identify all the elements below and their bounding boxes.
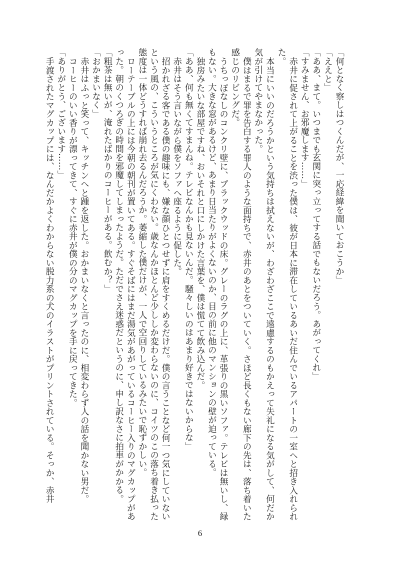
paragraph: コーヒーのいい香りが漂ってきて、すぐに赤井が僕の分のマグカップを手に戻ってきた。 [67, 56, 78, 407]
body-text [44, 48, 344, 522]
paragraph: 「ああ、まて。いつまでも玄関に突っ立ってする話でもないだろう。あがってくれ」 [310, 48, 321, 381]
paragraph: 「ありがとう、ございます……」 [55, 48, 66, 180]
paragraph: 「すみません、お邪魔します……」 [299, 48, 310, 188]
paragraph: 「ああ、何も無くてすまんね。テレビなんかも見ないんだ。騒々しいのはあまり好きではないからな」 [183, 48, 194, 451]
paragraph: 手渡されたマグカップには、なんだかよくわからない脱力系の犬のイラストがプリントされている。そっか、赤井 [44, 56, 55, 503]
paragraph: 「粗茶は無いが、淹れたばかりのコーヒーがある。飲むか？」 [102, 48, 113, 293]
paragraph: 赤井はそう言いながら僕をソファへ座るように促した。 [171, 56, 182, 276]
paragraph: 本当にいいのだろうかという気持ちは拭えないが、わざわざここで遠慮するのもかえって失礼になる気がして、何だか気が引けてやまなかった。 [252, 48, 275, 521]
paragraph: 招かれざる客である僕の趣味にも、嫌な顔ひとつせずに肩をすくめるだけだ。僕の言うことなど何一つ気にしていないという風の、こういうところが気にくわない。歳なんかほとんど少ししか変わらないのに、コイツのこの落ち着き払った態度は一体どうすれば崩れ去るんだろうか。萎縮した僕だけが、一人で空回りしているみたいで恥ずかしい。 [136, 48, 171, 521]
paragraph: 独房みたいな部屋ですね、おいそれと口にしかけた言葉を、僕は慌てて飲み込んだ。 [194, 56, 205, 390]
page-number: 6 [197, 528, 203, 538]
paragraph: うちっぽなしのコンクリ壁に、ブラックウッドの床。グレーのラグの上に、革張りの黒いソファ。テレビは無いし、緑もない。大きな窓があるけど、あまり日当たりがよくないのか、目の前に他のマンションの壁が迫っている。 [206, 48, 229, 521]
paragraph: 「ええと」 [322, 48, 333, 92]
paragraph: ローテーブルの上には今朝の朝刊が置いてある。すぐそばにはまだ湯気があがっているコーヒー入りのマグカップがあった。朝のくつろぎの時間を邪魔してしまったようだ。ただでさえ迷惑だというのに、申し訳なさに拍車がかかる。 [113, 48, 136, 521]
paragraph: 「何となく察しはつくんだが、一応経緯を聞いておこうか」 [334, 48, 344, 285]
paragraph: 赤井に促されて上がることを渋った僕は、彼が日本に滞在しているあいだ住んでいるアパートの一室へと招き入れられた。 [276, 48, 298, 521]
paragraph: 僕はまるで罪を告白する罪人のような面持ちで、赤井のあとをついていく。さほど長くもない廊下の先は、落ち着いた感じのリビングだ。 [229, 48, 252, 521]
paragraph: 「おかまいなく」 [90, 48, 101, 118]
paragraph: 赤井はふっと笑って、キッチンへと踵を返した。おかまいなくと言ったのに、相変わらず人の話を聞かない男だ。 [78, 56, 89, 503]
